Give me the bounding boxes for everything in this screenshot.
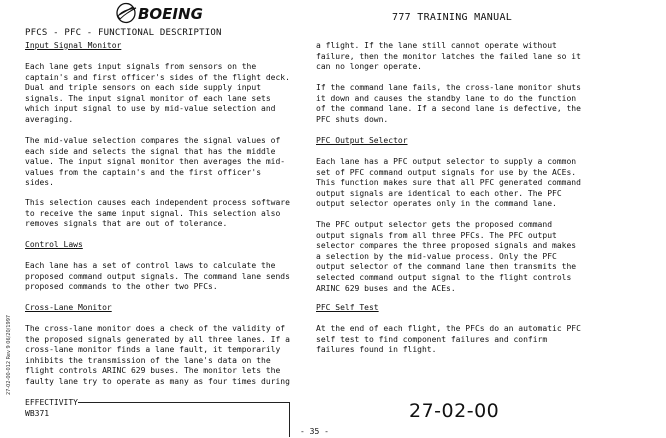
heading-pfc-output-selector: PFC Output Selector: [316, 136, 408, 145]
paragraph-input-signal-monitor-1: Each lane gets input signals from sensors on the captain's and first officer's sides of the flight deck. Dual and triple sensors on each side supply input signals. The input signal monitor of each lane sets which input signal to use by mid-value selection and averaging.: [25, 62, 290, 124]
effectivity-label: EFFECTIVITY: [25, 398, 78, 407]
footer-divider-vertical: [289, 402, 290, 437]
footer-divider-horizontal: [78, 402, 290, 403]
boeing-logo-icon: [108, 2, 220, 28]
paragraph-pfc-output-selector-2: The PFC output selector gets the proposed command output signals from all three PFCs. The PFC output selector compares the three proposed signals and makes a selection by the mid-value process. Only the PFC output selector of the command lane then transmits the selected command output signal to the flight controls ARINC 629 buses and the ACEs.: [316, 220, 577, 293]
paragraph-control-laws: Each lane has a set of control laws to calculate the proposed command output signals. The command lane sends proposed commands to the other two PFCs.: [25, 261, 290, 292]
boeing-logo: [108, 2, 220, 28]
heading-pfc-self-test: PFC Self Test: [316, 303, 379, 312]
side-revision-note-text: 27-02-00-012 Rev 9 06/20/1997: [6, 314, 12, 395]
logo-wordmark: BOEING: [138, 5, 203, 23]
heading-input-signal-monitor: Input Signal Monitor: [25, 41, 122, 50]
paragraph-input-signal-monitor-2: The mid-value selection compares the signal values of each side and selects the signal that has the middle value. The input signal monitor then averages the mid- values from the captain's and the first officer's sides.: [25, 136, 286, 188]
page-number: - 35 -: [300, 427, 329, 436]
paragraph-pfc-self-test: At the end of each flight, the PFCs do an automatic PFC self test to find component failures and confirm failures found in flight.: [316, 324, 581, 355]
paragraph-cross-lane-monitor: The cross-lane monitor does a check of the validity of the proposed signals generated by all three lanes. If a cross-lane monitor finds a lane fault, it temporarily inhibits the transmission of the lane's data on the flight controls ARINC 629 buses. The monitor lets the faulty lane try to operate as many as four times during: [25, 324, 290, 386]
paragraph-command-lane-failure: If the command lane fails, the cross-lane monitor shuts it down and causes the standby lane to do the function of the command lane. If a second lane is defective, the PFC shuts down.: [316, 83, 581, 124]
heading-cross-lane-monitor: Cross-Lane Monitor: [25, 303, 112, 312]
section-title: PFCS - PFC - FUNCTIONAL DESCRIPTION: [25, 28, 222, 38]
paragraph-pfc-output-selector-1: Each lane has a PFC output selector to supply a common set of PFC command output signals for use by the ACEs. This function makes sure that all PFC generated command output signals are identical to each other. The PFC output selector operates only in the command lane.: [316, 157, 581, 209]
paragraph-lane-failure-continued: a flight. If the lane still cannot operate without failure, then the monitor latches the failed lane so it can no longer operate.: [316, 41, 581, 72]
effectivity-value: WB371: [25, 409, 50, 418]
chapter-number: 27-02-00: [409, 400, 500, 422]
side-revision-note: [6, 300, 15, 395]
paragraph-input-signal-monitor-3: This selection causes each independent process software to receive the same input signal. This selection also removes signals that are out of tolerance.: [25, 198, 290, 229]
heading-control-laws: Control Laws: [25, 240, 83, 249]
manual-title: 777 TRAINING MANUAL: [392, 12, 513, 23]
